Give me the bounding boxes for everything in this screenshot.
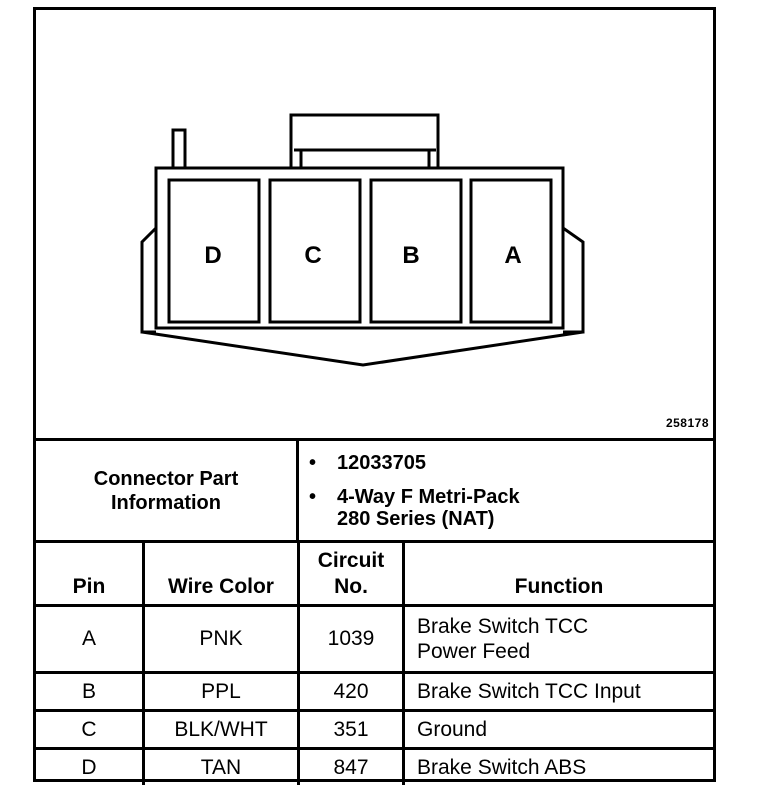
cell-circuit: 1039	[299, 606, 404, 673]
cell-function	[404, 606, 714, 673]
bullet-icon: •	[309, 451, 317, 474]
cell-circuit: 351	[299, 711, 404, 749]
cell-circuit: 420	[299, 673, 404, 711]
pinout-header-row	[36, 542, 713, 606]
pinout-table	[36, 540, 713, 785]
cell-function-line2: Power Feed	[417, 640, 531, 663]
cell-wire-color: TAN	[144, 749, 299, 786]
cell-circuit: 847	[299, 749, 404, 786]
connector-description-line2: 280 Series (NAT)	[337, 507, 495, 530]
cell-function: Ground	[404, 711, 714, 749]
connector-post	[173, 130, 185, 168]
part-number: 12033705	[337, 451, 426, 474]
connector-document	[33, 7, 716, 782]
header-circuit-line1: Circuit	[317, 549, 385, 572]
cell-function-line1: Brake Switch TCC	[417, 615, 589, 638]
connector-latch-right	[563, 228, 583, 332]
table-row	[36, 711, 713, 749]
cell-function: Brake Switch ABS	[404, 749, 714, 786]
cell-pin: A	[36, 606, 144, 673]
pin-label-d: D	[204, 242, 222, 269]
connector-part-label: Connector Part Information	[93, 467, 239, 514]
bullet-icon: •	[309, 485, 317, 508]
cell-wire-color: PNK	[144, 606, 299, 673]
connector-info-table	[36, 438, 713, 540]
header-wire-color: Wire Color	[144, 542, 299, 606]
header-circuit-line2: No.	[334, 575, 368, 598]
pin-label-b: B	[402, 242, 420, 269]
header-function: Function	[404, 542, 714, 606]
cell-wire-color: BLK/WHT	[144, 711, 299, 749]
connector-lock-tab	[291, 115, 438, 167]
cell-pin: C	[36, 711, 144, 749]
pin-label-c: C	[304, 242, 322, 269]
header-pin: Pin	[36, 542, 144, 606]
figure-number: 258178	[665, 416, 709, 430]
connector-part-details	[298, 440, 714, 541]
cell-pin: B	[36, 673, 144, 711]
cell-pin: D	[36, 749, 144, 786]
connector-diagram	[36, 10, 713, 438]
table-row	[36, 673, 713, 711]
connector-bottom-chevron	[142, 332, 583, 365]
connector-latch-left	[142, 228, 156, 332]
header-circuit-no	[299, 542, 404, 606]
pin-label-a: A	[504, 242, 522, 269]
cell-function: Brake Switch TCC Input	[404, 673, 714, 711]
table-row	[36, 749, 713, 786]
connector-description-line1: 4-Way F Metri-Pack	[337, 485, 520, 508]
connector-drawing	[36, 10, 713, 438]
cell-wire-color: PPL	[144, 673, 299, 711]
connector-part-label-cell	[36, 440, 298, 541]
table-row	[36, 606, 713, 673]
